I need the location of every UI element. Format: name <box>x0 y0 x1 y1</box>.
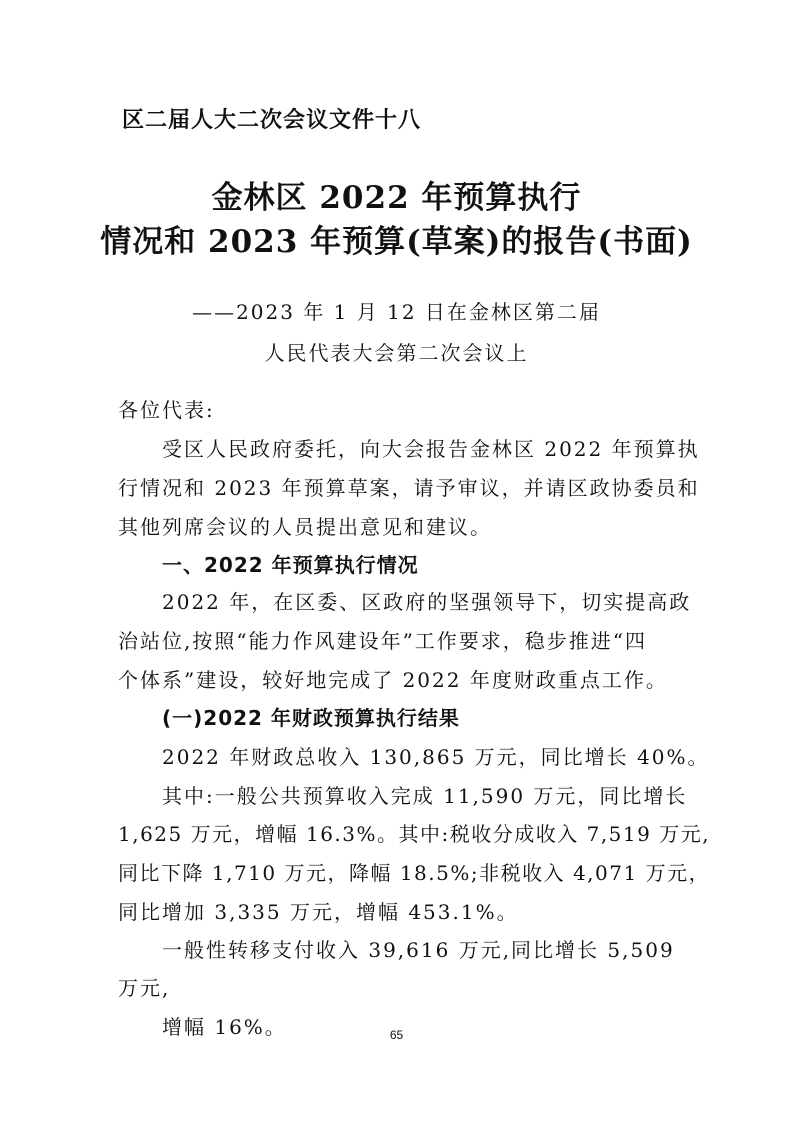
page-number: 65 <box>389 1028 404 1042</box>
increase-rate-line: 增幅 16%。 <box>162 1015 287 1039</box>
section-1-line-3: 个体系”建设，较好地完成了 2022 年度财政重点工作。 <box>118 668 668 692</box>
report-title-line-1: 金林区 2022 年预算执行 <box>211 180 582 216</box>
report-title-line-2: 情况和 2023 年预算(草案)的报告(书面) <box>100 224 693 260</box>
revenue-total-line: 2022 年财政总收入 130,865 万元，同比增长 40%。 <box>162 745 710 769</box>
report-subtitle-line-2: 人民代表大会第二次会议上 <box>264 341 529 365</box>
section-1-line-2: 治站位,按照“能力作风建设年”工作要求，稳步推进“四 <box>118 629 648 653</box>
intro-line-3: 其他列席会议的人员提出意见和建议。 <box>118 515 492 539</box>
report-subtitle-line-1: ——2023 年 1 月 12 日在金林区第二届 <box>192 300 601 324</box>
intro-line-1: 受区人民政府委托，向大会报告金林区 2022 年预算执 <box>162 437 700 461</box>
section-1-line-1: 2022 年，在区委、区政府的坚强领导下，切实提高政 <box>162 590 692 614</box>
salutation: 各位代表: <box>118 398 215 422</box>
section-1-heading: 一、2022 年预算执行情况 <box>162 553 419 577</box>
document-header: 区二届人大二次会议文件十八 <box>122 108 422 133</box>
transfer-income-line-1: 一般性转移支付收入 39,616 万元,同比增长 5,509 <box>162 938 675 962</box>
intro-line-2: 行情况和 2023 年预算草案，请予审议，并请区政协委员和 <box>118 476 700 500</box>
subsection-1-heading: (一)2022 年财政预算执行结果 <box>162 706 460 730</box>
general-budget-line-1: 其中:一般公共预算收入完成 11,590 万元，同比增长 <box>162 784 688 808</box>
general-budget-line-4: 同比增加 3,335 万元，增幅 453.1%。 <box>118 900 519 924</box>
general-budget-line-2: 1,625 万元，增幅 16.3%。其中:税收分成收入 7,519 万元, <box>118 822 711 846</box>
general-budget-line-3: 同比下降 1,710 万元，降幅 18.5%;非税收入 4,071 万元， <box>118 861 711 885</box>
transfer-income-line-2: 万元, <box>118 976 171 1000</box>
